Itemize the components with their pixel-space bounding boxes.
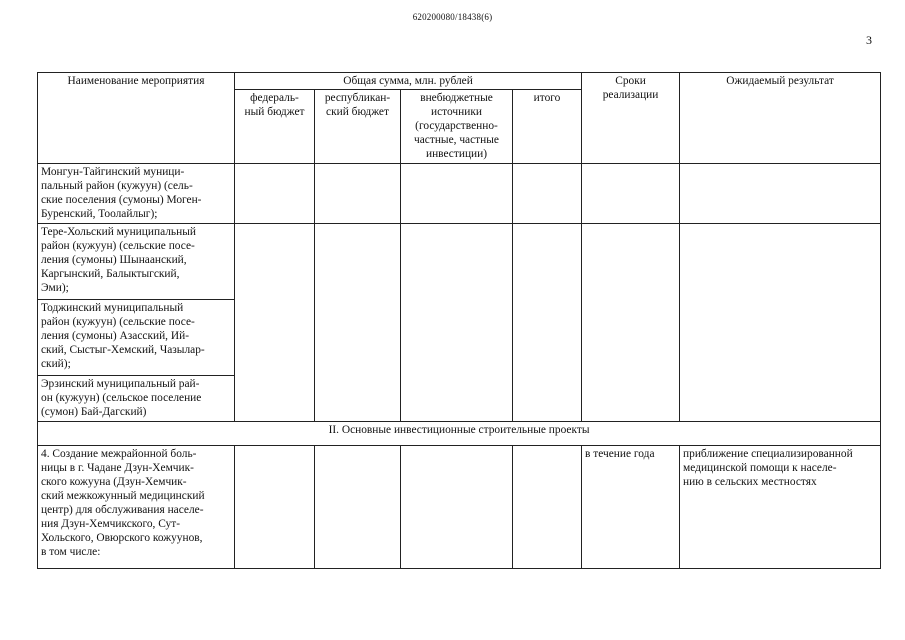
- header-total: итого: [513, 90, 582, 164]
- cell-federal: [235, 224, 315, 422]
- cell-total: [513, 446, 582, 569]
- cell-terms: [582, 224, 680, 422]
- cell-federal: [235, 164, 315, 224]
- row-name: Эрзинский муниципальный рай- он (кужуун) (сельское поселение (сумон) Бай-Дагский): [38, 376, 235, 422]
- project-terms: в течение года: [582, 446, 680, 569]
- row-name: Тоджинский муниципальный район (кужуун) (сельские посе- ления (сумоны) Азасский, Ий- ский, Сыстыг-Хемский, Чазылар- ский);: [38, 300, 235, 376]
- cell-result: [680, 164, 881, 224]
- page-number: 3: [866, 33, 872, 47]
- header-federal-budget: федераль- ный бюджет: [235, 90, 315, 164]
- cell-total: [513, 164, 582, 224]
- cell-republic: [315, 446, 401, 569]
- header-total-sum: Общая сумма, млн. рублей: [235, 73, 582, 90]
- cell-republic: [315, 224, 401, 422]
- project-name: 4. Создание межрайонной боль- ницы в г. Чадане Дзун-Хемчик- ского кожууна (Дзун-Хемчик- ский межкожунный медицинский центр) для обслуживания населе- ния Дзун-Хемчикского, Сут- Хольского, Овюрского кожуунов, в том числе:: [38, 446, 235, 569]
- project-result: приближение специализированной медицинской помощи к населе- нию в сельских местностях: [680, 446, 881, 569]
- row-name: Монгун-Тайгинский муници- пальный район (кужуун) (сель- ские поселения (сумоны) Моген- Буренский, Тоолайлыг);: [38, 164, 235, 224]
- section-row: [38, 422, 881, 446]
- header-terms: Сроки реализации: [582, 73, 680, 164]
- cell-extra: [401, 164, 513, 224]
- document-id: 620200080/18438(6): [412, 12, 493, 22]
- header-republic-budget: республикан- ский бюджет: [315, 90, 401, 164]
- cell-total: [513, 224, 582, 422]
- table-row: [38, 164, 881, 224]
- cell-extra: [401, 224, 513, 422]
- cell-terms: [582, 164, 680, 224]
- table-row: [38, 224, 881, 300]
- header-expected-result: Ожидаемый результат: [680, 73, 881, 164]
- table-row: [38, 446, 881, 569]
- header-row-1: [38, 73, 881, 90]
- header-extrabudget-sources: внебюджетные источники (государственно- частные, частные инвестиции): [401, 90, 513, 164]
- cell-extra: [401, 446, 513, 569]
- header-event-name: Наименование мероприятия: [38, 73, 235, 164]
- cell-republic: [315, 164, 401, 224]
- cell-result: [680, 224, 881, 422]
- measures-table: [37, 72, 881, 569]
- section-title: II. Основные инвестиционные строительные проекты: [38, 422, 881, 446]
- cell-federal: [235, 446, 315, 569]
- row-name: Тере-Хольский муниципальный район (кужуун) (сельские посе- ления (сумоны) Шынаанский, Каргынский, Балыктыгский, Эми);: [38, 224, 235, 300]
